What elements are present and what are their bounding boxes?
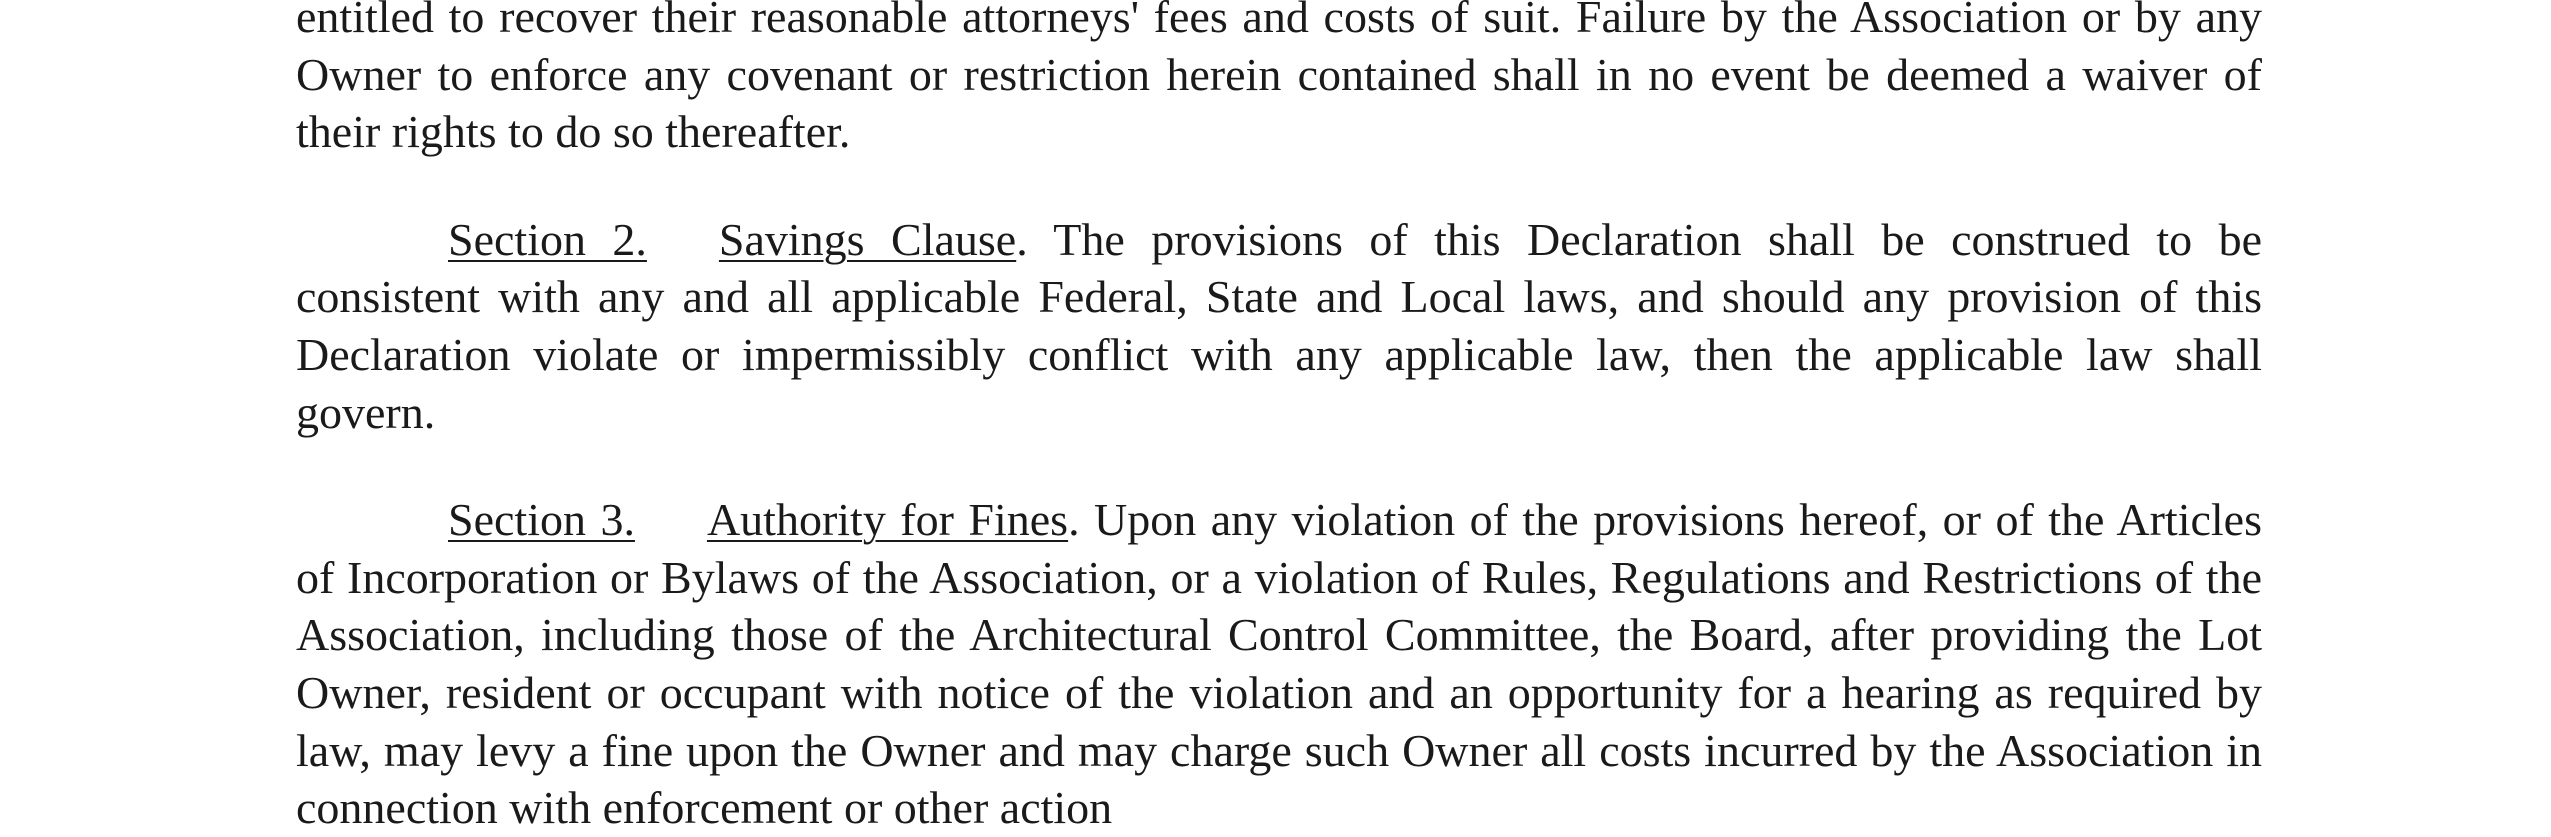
section-2-body: . The provisions of this Declaration shall be construed to be consistent with any and all applicable Federal, State and Local laws, and should any provision of this Declaration violate or impermissibly conflict with any applicable law, then the applicable law shall govern. (296, 213, 2262, 438)
document-page (296, 0, 2262, 837)
section-2-paragraph (296, 211, 2262, 441)
section-2-title: Savings Clause (718, 213, 1017, 265)
section-3-paragraph (296, 491, 2262, 837)
paragraph-gap (296, 441, 2262, 491)
paragraph-enforcement-continued: entitled to recover their reasonable attorneys' fees and costs of suit. Failure by the Association or by any Owner to enforce any covenant or restriction herein contained shall in no event be deemed a waiver of their rights to do so thereafter. (296, 0, 2262, 158)
section-3-body: . Upon any violation of the provisions hereof, or of the Articles of Incorporation or Bylaws of the Association, or a violation of Rules, Regulations and Restrictions of the Association, including those of the Architectural Control Committee, the Board, after providing the Lot Owner, resident or occupant with notice of the violation and an opportunity for a hearing as required by law, may levy a fine upon the Owner and may charge such Owner all costs incurred by the Association in connection with enforcement or other action (296, 494, 2262, 834)
section-3-number: Section 3. (448, 494, 635, 546)
section-3-title: Authority for Fines (706, 494, 1069, 546)
section-2-heading (448, 214, 1016, 265)
section-3-heading (448, 494, 1068, 545)
paragraph-gap (296, 161, 2262, 211)
section-2-number: Section 2. (448, 213, 647, 265)
